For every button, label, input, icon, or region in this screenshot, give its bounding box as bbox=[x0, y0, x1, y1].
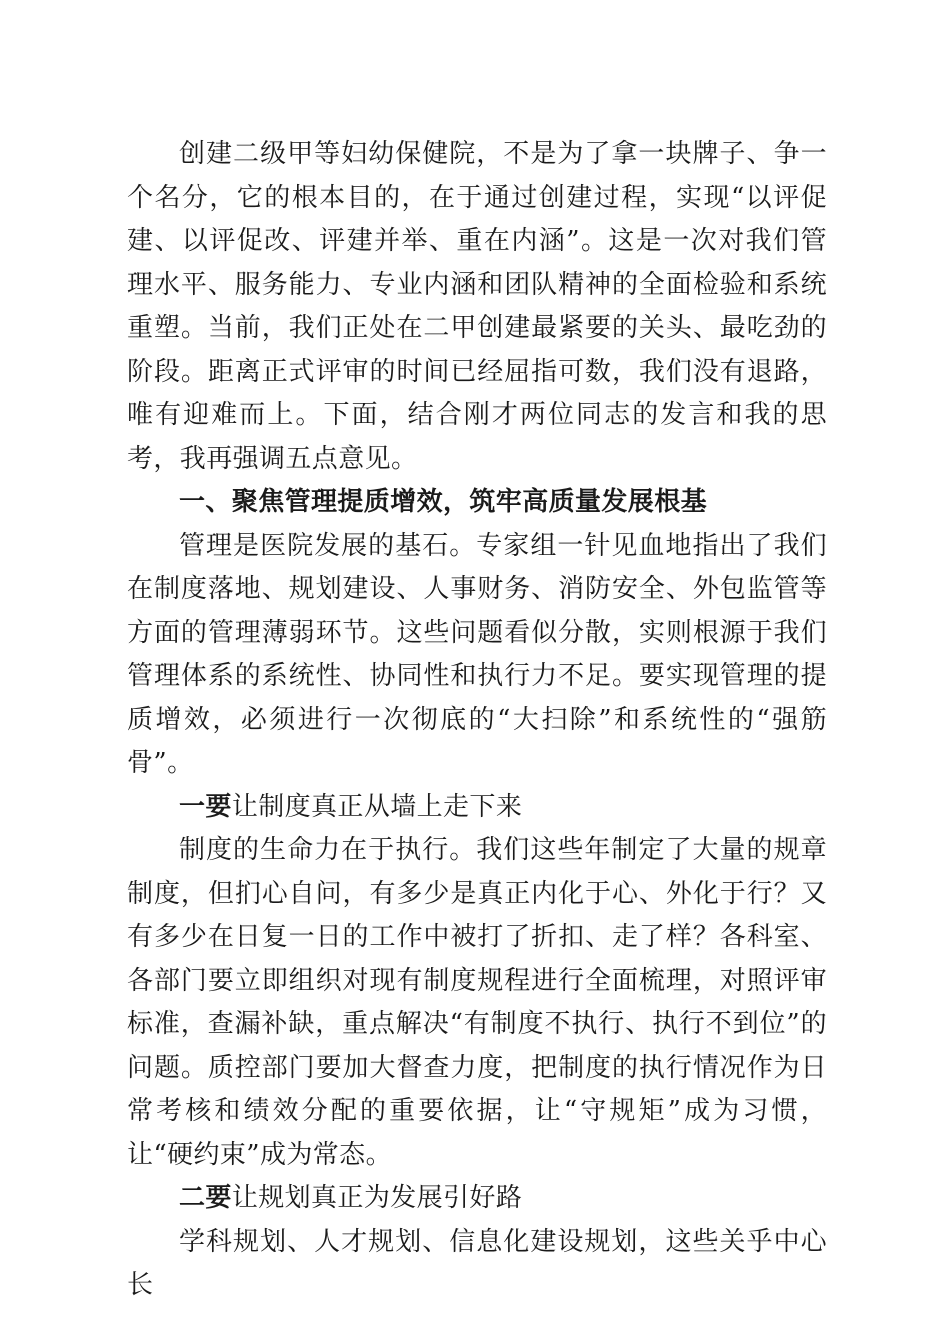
subheading-point-1-text: 让制度真正从墙上走下来 bbox=[231, 791, 523, 822]
subheading-point-1 bbox=[127, 786, 827, 830]
point-1-paragraph: 制度的生命力在于执行。我们这些年制定了大量的规章制度，但扪心自问，有多少是真正内化于心、外化于行？又有多少在日复一日的工作中被打了折扣、走了样？各科室、各部门要立即组织对现有制度规程进行全面梳理，对照评审标准，查漏补缺，重点解决“有制度不执行、执行不到位”的问题。质控部门要加大督查力度，把制度的执行情况作为日常考核和绩效分配的重要依据，让“守规矩”成为习惯，让“硬约束”成为常态。 bbox=[127, 835, 827, 1170]
subheading-point-1-lead: 一要 bbox=[179, 791, 232, 822]
point-2-paragraph: 学科规划、人才规划、信息化建设规划，这些关乎中心长 bbox=[127, 1226, 827, 1300]
intro-paragraph: 创建二级甲等妇幼保健院，不是为了拿一块牌子、争一个名分，它的根本目的，在于通过创建过程，实现“以评促建、以评促改、评建并举、重在内涵”。这是一次对我们管理水平、服务能力、专业内涵和团队精神的全面检验和系统重塑。当前，我们正处在二甲创建最紧要的关头、最吃劲的阶段。距离正式评审的时间已经屈指可数，我们没有退路，唯有迎难而上。下面，结合刚才两位同志的发言和我的思考，我再强调五点意见。 bbox=[127, 139, 827, 474]
document-page bbox=[127, 133, 827, 1308]
subheading-point-2-lead: 二要 bbox=[179, 1183, 232, 1213]
subheading-point-2 bbox=[127, 1177, 827, 1221]
subheading-point-2-text: 让规划真正为发展引好路 bbox=[231, 1183, 523, 1213]
section-1-paragraph: 管理是医院发展的基石。专家组一针见血地指出了我们在制度落地、规划建设、人事财务、消防安全、外包监管等方面的管理薄弱环节。这些问题看似分散，实则根源于我们管理体系的系统性、协同性和执行力不足。要实现管理的提质增效，必须进行一次彻底的“大扫除”和系统性的“强筋骨”。 bbox=[127, 530, 827, 778]
section-heading-1: 一、聚焦管理提质增效，筑牢高质量发展根基 bbox=[179, 487, 708, 517]
